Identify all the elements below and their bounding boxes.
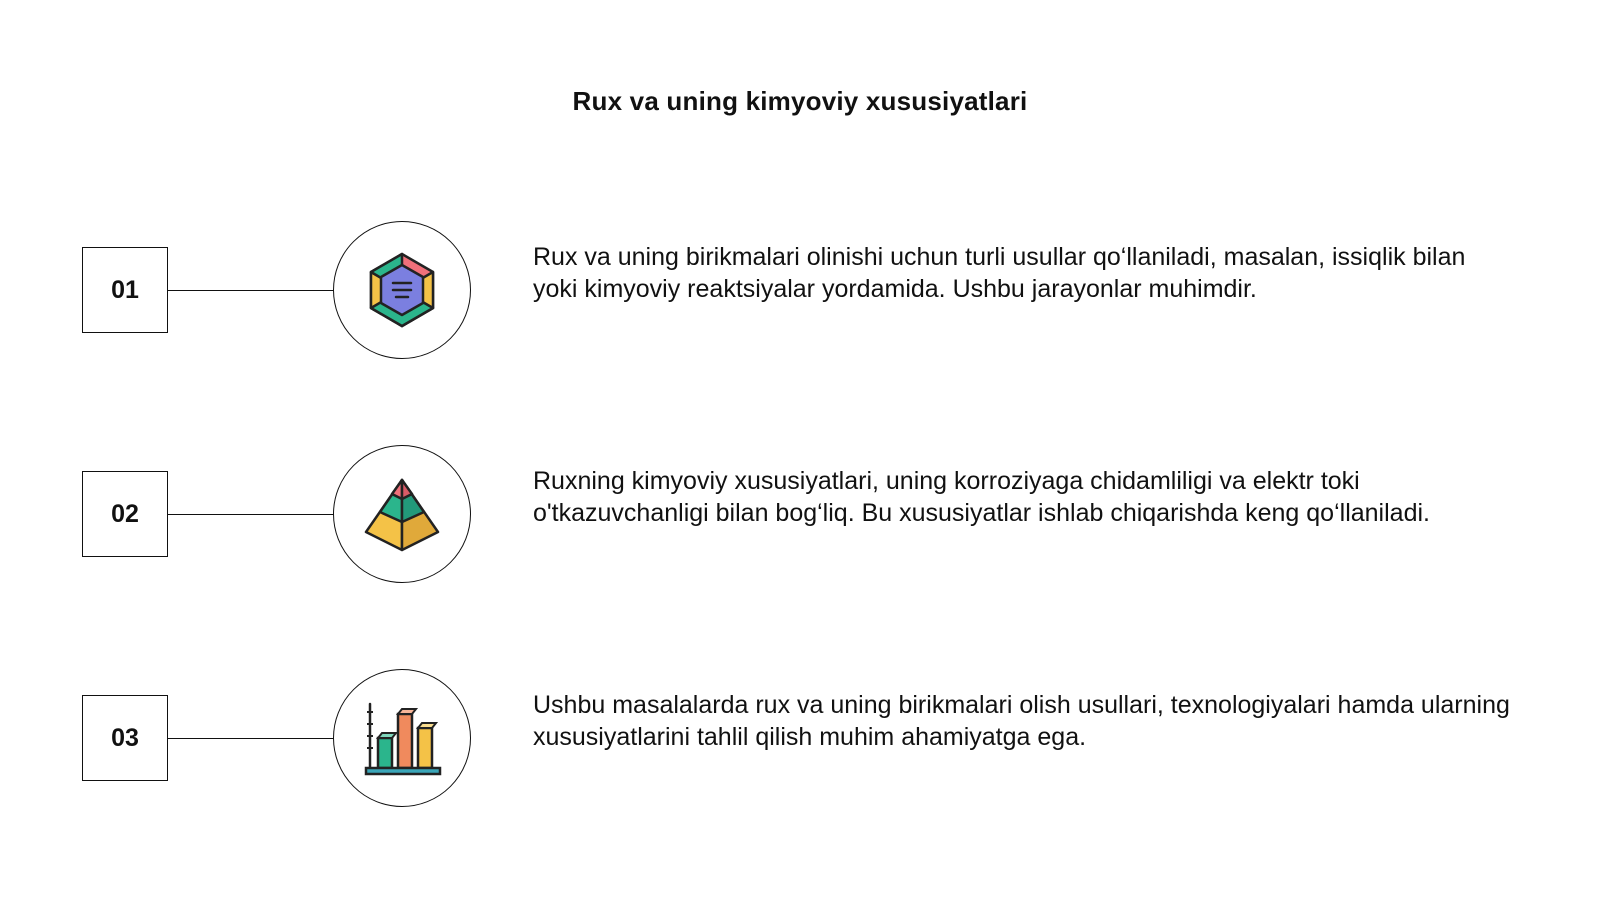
- item-description: Rux va uning birikmalari olinishi uchun turli usullar qo‘llaniladi, masalan, issiqlik bilan yoki kimyoviy reaktsiyalar yordamida. Ushbu jarayonlar muhimdir.: [533, 243, 1466, 303]
- number-box: 02: [82, 471, 168, 557]
- number-box: 03: [82, 695, 168, 781]
- connector-line: [168, 290, 334, 291]
- list-item: [0, 221, 1600, 361]
- item-description: Ushbu masalalarda rux va uning birikmalari olish usullari, texnologiyalari hamda ularning xususiyatlarini tahlil qilish muhim ahamiyatga ega.: [533, 691, 1510, 751]
- connector-line: [168, 514, 334, 515]
- number-box: 01: [82, 247, 168, 333]
- item-description: Ruxning kimyoviy xususiyatlari, uning korroziyaga chidamliligi va elektr toki o'tkazuvchanligi bilan bog‘liq. Bu xususiyatlar ishlab chiqarishda keng qo‘llaniladi.: [533, 467, 1430, 527]
- slide-title: Rux va uning kimyoviy xususiyatlari: [572, 86, 1028, 116]
- bar-chart-icon: [362, 698, 442, 778]
- icon-circle: [333, 445, 471, 583]
- pyramid-icon: [362, 474, 442, 554]
- icon-circle: [333, 669, 471, 807]
- list-item: [0, 445, 1600, 585]
- list-item: [0, 669, 1600, 809]
- connector-line: [168, 738, 334, 739]
- icon-circle: [333, 221, 471, 359]
- hexagon-icon: [362, 250, 442, 330]
